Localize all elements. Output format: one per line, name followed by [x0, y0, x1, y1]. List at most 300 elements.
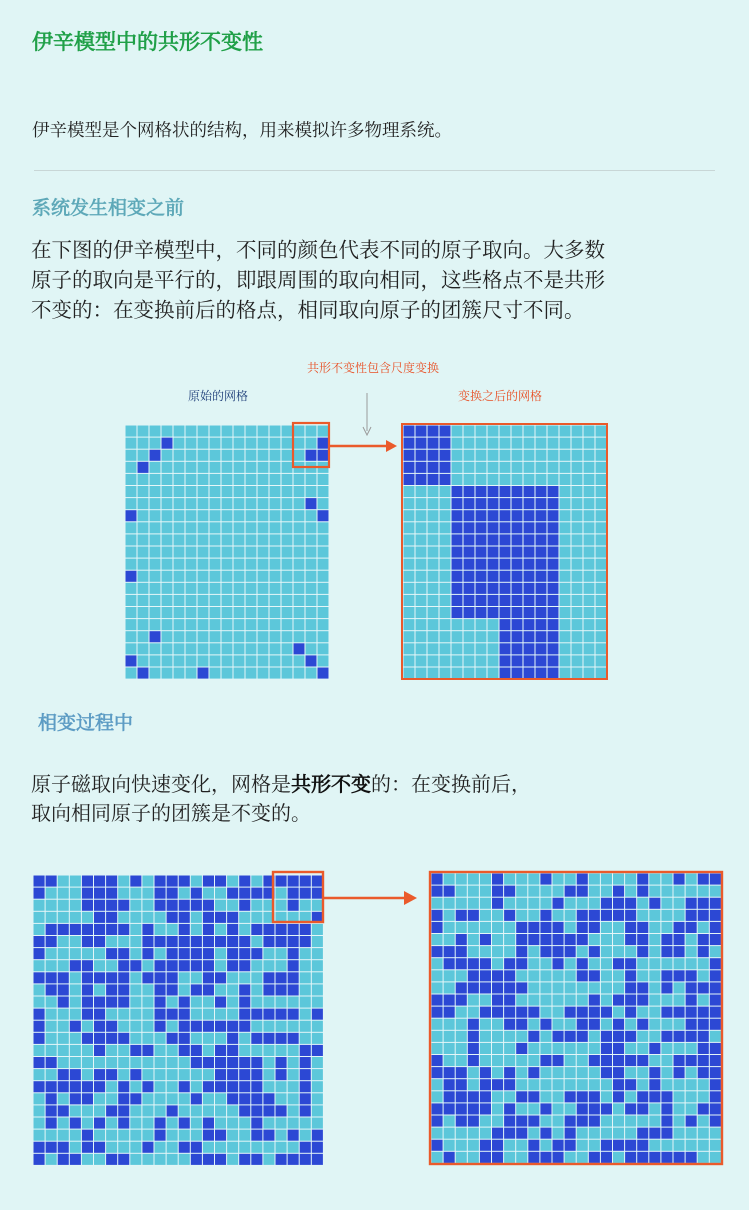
- grid-cell: [150, 643, 161, 654]
- grid-cell: [456, 1128, 467, 1139]
- grid-cell: [198, 462, 209, 473]
- grid-cell: [106, 1130, 117, 1141]
- grid-cell: [198, 655, 209, 666]
- grid-cell: [528, 1079, 539, 1090]
- grid-cell: [504, 1031, 515, 1042]
- grid-cell: [34, 936, 45, 947]
- grid-cell: [504, 898, 515, 909]
- grid-cell: [263, 1118, 274, 1129]
- grid-cell: [456, 1043, 467, 1054]
- grid-cell: [130, 924, 141, 935]
- grid-cell: [300, 888, 311, 899]
- grid-cell: [528, 874, 539, 885]
- grid-cell: [155, 1130, 166, 1141]
- grid-cell: [428, 522, 439, 533]
- grid-cell: [130, 1142, 141, 1153]
- grid-cell: [548, 668, 559, 679]
- grid-cell: [698, 946, 709, 957]
- grid-cell: [222, 498, 233, 509]
- grid-cell: [82, 1057, 93, 1068]
- grid-cell: [246, 474, 257, 485]
- grid-cell: [70, 1033, 81, 1044]
- grid-cell: [416, 595, 427, 606]
- grid-cell: [524, 474, 535, 485]
- grid-cell: [674, 922, 685, 933]
- grid-cell: [637, 1007, 648, 1018]
- grid-cell: [46, 1069, 57, 1080]
- grid-cell: [577, 982, 588, 993]
- grid-cell: [516, 1140, 527, 1151]
- grid-cell: [625, 874, 636, 885]
- grid-cell: [649, 910, 660, 921]
- grid-cell: [251, 1069, 262, 1080]
- grid-cell: [312, 900, 323, 911]
- grid-cell: [46, 924, 57, 935]
- grid-cell: [126, 426, 137, 437]
- grid-cell: [432, 1007, 443, 1018]
- grid-cell: [142, 936, 153, 947]
- grid-cell: [560, 655, 571, 666]
- grid-cell: [488, 607, 499, 618]
- grid-cell: [70, 948, 81, 959]
- grid-cell: [234, 631, 245, 642]
- grid-cell: [540, 1103, 551, 1114]
- grid-cell: [553, 1067, 564, 1078]
- grid-cell: [468, 1128, 479, 1139]
- grid-cell: [46, 936, 57, 947]
- grid-cell: [524, 438, 535, 449]
- grid-cell: [492, 910, 503, 921]
- grid-cell: [540, 874, 551, 885]
- grid-cell: [698, 1031, 709, 1042]
- grid-cell: [601, 982, 612, 993]
- grid-cell: [288, 876, 299, 887]
- annotation-down-arrow: [363, 393, 371, 435]
- grid-cell: [58, 900, 69, 911]
- grid-cell: [270, 643, 281, 654]
- grid-cell: [186, 607, 197, 618]
- grid-cell: [70, 972, 81, 983]
- grid-cell: [476, 607, 487, 618]
- grid-cell: [258, 450, 269, 461]
- grid-cell: [536, 607, 547, 618]
- grid-cell: [251, 1118, 262, 1129]
- grid-cell: [150, 595, 161, 606]
- grid-cell: [270, 534, 281, 545]
- grid-cell: [661, 886, 672, 897]
- grid-cell: [210, 486, 221, 497]
- grid-cell: [710, 1116, 721, 1127]
- grid-cell: [191, 1021, 202, 1032]
- grid-cell: [234, 595, 245, 606]
- grid-cell: [698, 1043, 709, 1054]
- grid-cell: [222, 426, 233, 437]
- grid-cell: [589, 958, 600, 969]
- grid-cell: [468, 874, 479, 885]
- grid-cell: [155, 948, 166, 959]
- grid-cell: [138, 607, 149, 618]
- grid-cell: [476, 450, 487, 461]
- grid-cell: [263, 1045, 274, 1056]
- grid-cell: [246, 462, 257, 473]
- grid-cell: [476, 655, 487, 666]
- grid-cell: [258, 619, 269, 630]
- grid-cell: [191, 1057, 202, 1068]
- grid-cell: [661, 1055, 672, 1066]
- grid-cell: [179, 1093, 190, 1104]
- grid-cell: [596, 450, 607, 461]
- grid-cell: [476, 571, 487, 582]
- grid-cell: [553, 1140, 564, 1151]
- grid-cell: [504, 1091, 515, 1102]
- grid-cell: [155, 936, 166, 947]
- grid-cell: [504, 995, 515, 1006]
- grid-cell: [416, 655, 427, 666]
- grid-cell: [516, 1116, 527, 1127]
- grid-cell: [577, 1079, 588, 1090]
- grid-cell: [270, 668, 281, 679]
- grid-cell: [528, 1055, 539, 1066]
- grid-cell: [150, 486, 161, 497]
- grid-cell: [674, 982, 685, 993]
- grid-cell: [456, 1140, 467, 1151]
- grid-cell: [480, 874, 491, 885]
- grid-cell: [150, 426, 161, 437]
- grid-cell: [698, 1091, 709, 1102]
- grid-cell: [528, 1043, 539, 1054]
- grid-cell: [524, 607, 535, 618]
- grid-cell: [500, 571, 511, 582]
- grid-cell: [404, 631, 415, 642]
- grid-cell: [162, 498, 173, 509]
- grid-cell: [179, 1130, 190, 1141]
- grid-cell: [282, 474, 293, 485]
- grid-cell: [155, 997, 166, 1008]
- grid-cell: [251, 1081, 262, 1092]
- grid-cell: [318, 534, 329, 545]
- grid-cell: [300, 1130, 311, 1141]
- grid-cell: [480, 1103, 491, 1114]
- grid-cell: [162, 559, 173, 570]
- grid-cell: [577, 1031, 588, 1042]
- grid-cell: [698, 898, 709, 909]
- grid-cell: [686, 1116, 697, 1127]
- grid-cell: [500, 534, 511, 545]
- grid-cell: [174, 462, 185, 473]
- grid-cell: [46, 1057, 57, 1068]
- grid-cell: [150, 450, 161, 461]
- grid-cell: [306, 583, 317, 594]
- grid-cell: [294, 474, 305, 485]
- grid-cell: [70, 1130, 81, 1141]
- grid-cell: [404, 668, 415, 679]
- grid-cell: [300, 876, 311, 887]
- grid-cell: [234, 486, 245, 497]
- grid-cell: [589, 910, 600, 921]
- grid-cell: [222, 607, 233, 618]
- grid-cell: [258, 474, 269, 485]
- grid-cell: [34, 997, 45, 1008]
- grid-cell: [126, 559, 137, 570]
- grid-cell: [215, 948, 226, 959]
- grid-cell: [167, 1069, 178, 1080]
- grid-cell: [106, 1093, 117, 1104]
- grid-cell: [130, 912, 141, 923]
- grid-cell: [492, 922, 503, 933]
- grid-cell: [210, 522, 221, 533]
- grid-cell: [686, 970, 697, 981]
- grid-cell: [452, 583, 463, 594]
- grid-cell: [318, 438, 329, 449]
- grid-cell: [649, 1067, 660, 1078]
- grid-cell: [480, 898, 491, 909]
- grid-cell: [488, 474, 499, 485]
- grid-cell: [674, 1103, 685, 1114]
- grid-cell: [179, 972, 190, 983]
- grid-cell: [222, 595, 233, 606]
- grid-cell: [428, 510, 439, 521]
- grid-cell: [186, 595, 197, 606]
- grid-cell: [186, 426, 197, 437]
- grid-cell: [126, 655, 137, 666]
- grid-cell: [106, 960, 117, 971]
- grid-cell: [488, 547, 499, 558]
- grid-cell: [548, 426, 559, 437]
- grid-cell: [596, 510, 607, 521]
- grid-cell: [536, 450, 547, 461]
- grid-cell: [162, 583, 173, 594]
- grid-cell: [452, 547, 463, 558]
- grid-cell: [258, 571, 269, 582]
- grid-cell: [142, 1033, 153, 1044]
- grid-cell: [294, 438, 305, 449]
- grid-cell: [126, 522, 137, 533]
- section2-line: 取向相同原子的团簇是不变的。: [31, 801, 311, 825]
- grid-cell: [210, 462, 221, 473]
- grid-cell: [210, 583, 221, 594]
- grid-cell: [432, 934, 443, 945]
- grid-cell: [288, 924, 299, 935]
- grid-cell: [167, 936, 178, 947]
- grid-cell: [246, 668, 257, 679]
- grid-cell: [613, 1128, 624, 1139]
- grid-cell: [404, 534, 415, 545]
- grid-cell: [404, 474, 415, 485]
- grid-cell: [203, 1118, 214, 1129]
- grid-cell: [191, 888, 202, 899]
- grid-cell: [572, 631, 583, 642]
- grid-cell: [191, 972, 202, 983]
- grid-cell: [548, 498, 559, 509]
- grid-cell: [577, 922, 588, 933]
- grid-cell: [428, 534, 439, 545]
- grid-cell: [155, 1142, 166, 1153]
- grid-cell: [528, 1140, 539, 1151]
- grid-cell: [174, 668, 185, 679]
- grid-cell: [565, 1055, 576, 1066]
- grid-cell: [198, 450, 209, 461]
- grid-cell: [174, 510, 185, 521]
- grid-cell: [492, 1031, 503, 1042]
- grid-cell: [536, 462, 547, 473]
- grid-cell: [524, 547, 535, 558]
- grid-cell: [456, 910, 467, 921]
- grid-cell: [674, 1116, 685, 1127]
- grid-cell: [649, 1079, 660, 1090]
- grid-cell: [577, 1055, 588, 1066]
- grid-cell: [540, 1140, 551, 1151]
- grid-cell: [82, 1105, 93, 1116]
- grid-cell: [155, 1093, 166, 1104]
- grid-cell: [464, 547, 475, 558]
- grid-cell: [234, 534, 245, 545]
- grid-cell: [198, 643, 209, 654]
- grid-cell: [34, 1154, 45, 1165]
- grid-cell: [94, 876, 105, 887]
- grid-cell: [258, 595, 269, 606]
- grid-cell: [130, 1093, 141, 1104]
- grid-cell: [186, 462, 197, 473]
- grid-cell: [488, 498, 499, 509]
- grid-cell: [318, 583, 329, 594]
- grid-cell: [162, 571, 173, 582]
- grid-cell: [82, 876, 93, 887]
- grid-cell: [649, 946, 660, 957]
- grid-cell: [251, 997, 262, 1008]
- grid-cell: [191, 1130, 202, 1141]
- grid-cell: [649, 958, 660, 969]
- grid-cell: [258, 607, 269, 618]
- grid-cell: [306, 486, 317, 497]
- grid-cell: [46, 1045, 57, 1056]
- grid-cell: [94, 972, 105, 983]
- grid-cell: [167, 1081, 178, 1092]
- grid-cell: [227, 1130, 238, 1141]
- grid-cell: [167, 888, 178, 899]
- grid-cell: [637, 874, 648, 885]
- grid-cell: [512, 426, 523, 437]
- grid-cell: [210, 607, 221, 618]
- grid-cell: [191, 997, 202, 1008]
- grid-cell: [698, 1152, 709, 1163]
- grid-cell: [282, 619, 293, 630]
- grid-cell: [512, 522, 523, 533]
- grid-cell: [198, 559, 209, 570]
- grid-cell: [306, 668, 317, 679]
- grid-cell: [318, 498, 329, 509]
- grid-cell: [300, 900, 311, 911]
- grid-cell: [492, 934, 503, 945]
- grid-cell: [215, 1142, 226, 1153]
- grid-cell: [528, 970, 539, 981]
- grid-cell: [464, 534, 475, 545]
- grid-cell: [625, 946, 636, 957]
- grid-cell: [661, 995, 672, 1006]
- grid-cell: [294, 668, 305, 679]
- grid-cell: [294, 607, 305, 618]
- grid-cell: [524, 583, 535, 594]
- grid-cell: [94, 936, 105, 947]
- grid-cell: [432, 1152, 443, 1163]
- grid-cell: [150, 522, 161, 533]
- grid-cell: [596, 534, 607, 545]
- grid-cell: [239, 1021, 250, 1032]
- grid-cell: [198, 498, 209, 509]
- grid-cell: [251, 1154, 262, 1165]
- grid-cell: [227, 1142, 238, 1153]
- grid-cell: [440, 534, 451, 545]
- grid-cell: [239, 1009, 250, 1020]
- grid-cell: [661, 1140, 672, 1151]
- grid-cell: [82, 1154, 93, 1165]
- grid-cell: [239, 1093, 250, 1104]
- grid-cell: [553, 898, 564, 909]
- grid-cell: [649, 1103, 660, 1114]
- grid-cell: [258, 498, 269, 509]
- grid-cell: [179, 1033, 190, 1044]
- grid-cell: [601, 995, 612, 1006]
- grid-cell: [118, 1081, 129, 1092]
- grid-cell: [263, 1009, 274, 1020]
- grid-cell: [58, 924, 69, 935]
- grid-cell: [282, 547, 293, 558]
- intro-text: 伊辛模型是个网格状的结构，用来模拟许多物理系统。: [32, 121, 452, 141]
- grid-cell: [318, 522, 329, 533]
- grid-cell: [203, 984, 214, 995]
- grid-cell: [444, 1043, 455, 1054]
- grid-cell: [70, 984, 81, 995]
- grid-cell: [70, 997, 81, 1008]
- grid-cell: [528, 898, 539, 909]
- grid-cell: [312, 924, 323, 935]
- grid-cell: [476, 583, 487, 594]
- grid-cell: [500, 522, 511, 533]
- grid-cell: [150, 583, 161, 594]
- grid-cell: [468, 1031, 479, 1042]
- grid-cell: [625, 898, 636, 909]
- grid-cell: [276, 876, 287, 887]
- grid-cell: [276, 997, 287, 1008]
- grid-cell: [300, 972, 311, 983]
- grid-cell: [504, 1103, 515, 1114]
- grid-cell: [94, 1130, 105, 1141]
- grid-cell: [270, 426, 281, 437]
- grid-cell: [686, 1055, 697, 1066]
- grid-cell: [560, 643, 571, 654]
- grid-cell: [464, 583, 475, 594]
- grid-cell: [288, 1069, 299, 1080]
- grid-cell: [227, 1057, 238, 1068]
- grid-cell: [203, 1009, 214, 1020]
- grid-cell: [584, 547, 595, 558]
- grid-cell: [130, 1057, 141, 1068]
- grid-cell: [318, 486, 329, 497]
- grid-cell: [516, 1103, 527, 1114]
- grid-cell: [251, 1057, 262, 1068]
- grid-cell: [553, 1031, 564, 1042]
- grid-cell: [138, 559, 149, 570]
- grid-cell: [601, 1091, 612, 1102]
- grid-cell: [500, 595, 511, 606]
- grid-cell: [294, 522, 305, 533]
- grid-cell: [428, 643, 439, 654]
- grid-cell: [504, 1116, 515, 1127]
- grid-cell: [150, 668, 161, 679]
- grid-cell: [649, 970, 660, 981]
- grid-cell: [46, 997, 57, 1008]
- grid-cell: [58, 1142, 69, 1153]
- grid-cell: [464, 450, 475, 461]
